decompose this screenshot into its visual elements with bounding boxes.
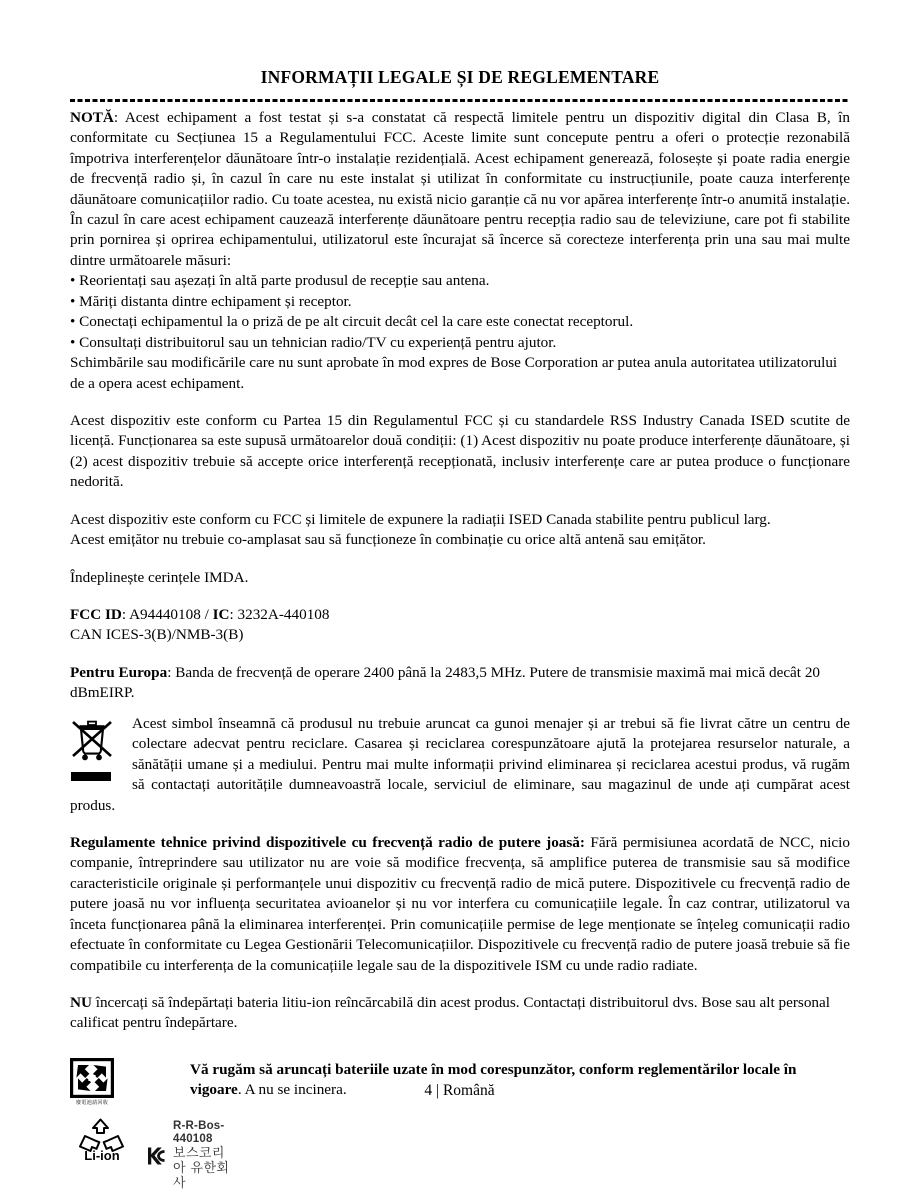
- list-item: • Reorientați sau așezați în altă parte produsul de recepție sau antena.: [70, 272, 490, 290]
- spacer: [70, 646, 850, 663]
- note-label: NOTĂ: [70, 108, 114, 126]
- rf-exposure-line-1: Acest dispozitiv este conform cu FCC și limitele de expunere la radiații ISED Canada stabilite pentru publicul larg.: [70, 510, 771, 528]
- battery-disposal-rest: . A nu se incinera.: [237, 1081, 347, 1099]
- spacer: [70, 816, 850, 833]
- battery-warning-label: NU: [70, 994, 92, 1012]
- fcc-id-label: FCC ID: [70, 606, 122, 624]
- imda-paragraph: Îndeplinește cerințele IMDA.: [70, 568, 249, 586]
- battery-disposal-bold: Vă rugăm să aruncați bateriile uzate în mod corespunzător, conform reglementărilor locale în vigoare: [190, 1060, 797, 1099]
- page-footer: 4 | Română: [424, 1082, 495, 1099]
- ic-label: IC: [212, 606, 230, 624]
- list-item: • Consultați distribuitorul sau un tehnician radio/TV cu experiență pentru ajutor.: [70, 333, 557, 351]
- liion-caption-text: Li-ion: [84, 1147, 120, 1162]
- europe-paragraph: [70, 663, 850, 704]
- fcc-note-paragraph: [70, 108, 850, 272]
- kc-certification-icon: [146, 1136, 167, 1176]
- crossed-out-wheelie-bin-icon: [70, 716, 116, 781]
- spacer: [70, 588, 850, 605]
- kc-certification-mark: [146, 1116, 234, 1192]
- europe-text: : Banda de frecvență de operare 2400 până la 2483,5 MHz. Putere de transmisie maximă mai mică decât 20 dBmEIRP.: [70, 663, 821, 702]
- can-ices-line: CAN ICES-3(B)/NMB-3(B): [70, 626, 244, 644]
- spacer: [70, 551, 850, 568]
- spacer: [70, 976, 850, 993]
- fcc-ic-id-line: [70, 605, 850, 625]
- kc-code: R-R-Bos-440108: [173, 1119, 225, 1146]
- weee-text: Acest simbol înseamnă că produsul nu trebuie aruncat ca gunoi menajer și ar trebui să fie livrat către un centru de colectare adecvat pentru reciclare. Casarea și reciclarea corespunzătoare ajută la protejarea resurselor naturale, a sănătății umane și a mediului. Pentru mai multe informații privind eliminarea și reciclarea acestui produs, vă rugăm să contactați autoritățile dumneavoastră locale, serviciul de eliminare, sau magazinul de unde ați cumpărat acest produs.: [70, 714, 850, 814]
- weee-solid-bar: [71, 772, 111, 781]
- certification-marks-row: [70, 1116, 230, 1192]
- battery-marks-column: [70, 1054, 230, 1192]
- page-title: INFORMAȚII LEGALE ȘI DE REGLEMENTARE: [260, 67, 660, 87]
- kc-company: 보스코리아 유한회사: [173, 1146, 230, 1192]
- europe-label: Pentru Europa: [70, 663, 168, 681]
- spacer: [70, 493, 850, 510]
- ncc-label: Regulamente tehnice privind dispozitivele cu frecvență radio de putere joasă:: [70, 833, 585, 851]
- ncc-text: Fără permisiunea acordată de NCC, nicio companie, întreprindere sau utilizator nu are voie să modifice frecvența, să amplifice puterea de transmisie sau să modifice caracteristicile originale și performanțele unui dispozitiv cu frecvență radio de mică putere. Dispozitivele cu frecvență radio de putere joasă nu vor influența securitatea avioanelor și nu vor interfera cu comunicațiile legale. În caz contrar, utilizatorul va înceta funcționarea până la eliminarea interferenței. Prin comunicațiile permise de lege menționate se înțeleg comunicații radio efectuate în conformitate cu Legea Gestionării Telecomunicațiilor. Dispozitivele cu frecvență radio de putere joasă trebuie să fie compatibile cu interferența de la comunicațiile legale sau de la dispozitivele ISM cu unde radio radiate.: [70, 833, 850, 974]
- list-item: • Măriți distanta dintre echipament și receptor.: [70, 292, 352, 310]
- fcc-id-value: : A94440108 /: [121, 606, 213, 624]
- ic-value: : 3232A-440108: [229, 606, 330, 624]
- rf-exposure-line-2: Acest emițător nu trebuie co-amplasat sau să funcționeze în combinație cu orice altă antenă sau emițător.: [70, 531, 706, 549]
- battery-removal-warning: [70, 993, 850, 1034]
- list-item: • Conectați echipamentul la o priză de pe alt circuit decât cel la care este conectat receptorul.: [70, 313, 634, 331]
- note-text: : Acest echipament a fost testat și s-a constatat că respectă limitele pentru un dispozitiv digital din Clasa B, în conformitate cu Secțiunea 15 a Regulamentului FCC. Aceste limite sunt concepute pentru a oferi o protecție rezonabilă împotriva interferențelor dăunătoare într-o instalație rezidențială. Acest echipament generează, folosește și poate radia energie de frecvență radio și, în cazul în care nu este instalat și utilizat în conformitate cu instrucțiunile, poate cauza interferențe dăunătoare comunicațiilor radio. Cu toate acestea, nu există nicio garanție că nu vor apărea interferențe într-o anumită instalație. În cazul în care acest echipament cauzează interferențe dăunătoare pentru recepția radio sau de televiziune, care pot fi stabilite prin pornirea și oprirea echipamentului, utilizatorul este încurajat să încerce să corecteze interferența prin una sau mai multe dintre următoarele măsuri:: [70, 108, 850, 269]
- modifications-paragraph: Schimbările sau modificările care nu sunt aprobate în mod expres de Bose Corporation ar putea anula autoritatea utilizatorului de a opera acest echipament.: [70, 354, 838, 392]
- spacer: [70, 704, 850, 714]
- kc-text-block: [173, 1120, 234, 1192]
- li-ion-recycling-icon: [70, 1116, 134, 1162]
- battery-warning-text: încercați să îndepărtați bateria litiu-ion reîncărcabilă din acest produs. Contactați distribuitorul dvs. Bose sau alt personal calificat pentru îndepărtare.: [70, 994, 830, 1032]
- ncc-paragraph: [70, 833, 850, 976]
- battery-disposal-block: [70, 1054, 850, 1192]
- taiwan-battery-caption: 廢電池請回收: [75, 1099, 109, 1106]
- fcc-measures-list: [70, 271, 850, 353]
- spacer: [70, 394, 850, 411]
- title-divider: [70, 99, 850, 102]
- spacer: [70, 1034, 850, 1054]
- weee-block: [70, 714, 850, 816]
- part15-paragraph: Acest dispozitiv este conform cu Partea 15 din Regulamentul FCC și cu standardele RSS Industry Canada ISED scutite de licență. Funcționarea sa este supusă următoarelor două condiții: (1) Acest dispozitiv nu poate produce interferențe dăunătoare, și (2) acest dispozitiv trebuie să accepte orice interferență recepționată, inclusiv interferențe care ar putea produce o funcționare nedorită.: [70, 411, 850, 491]
